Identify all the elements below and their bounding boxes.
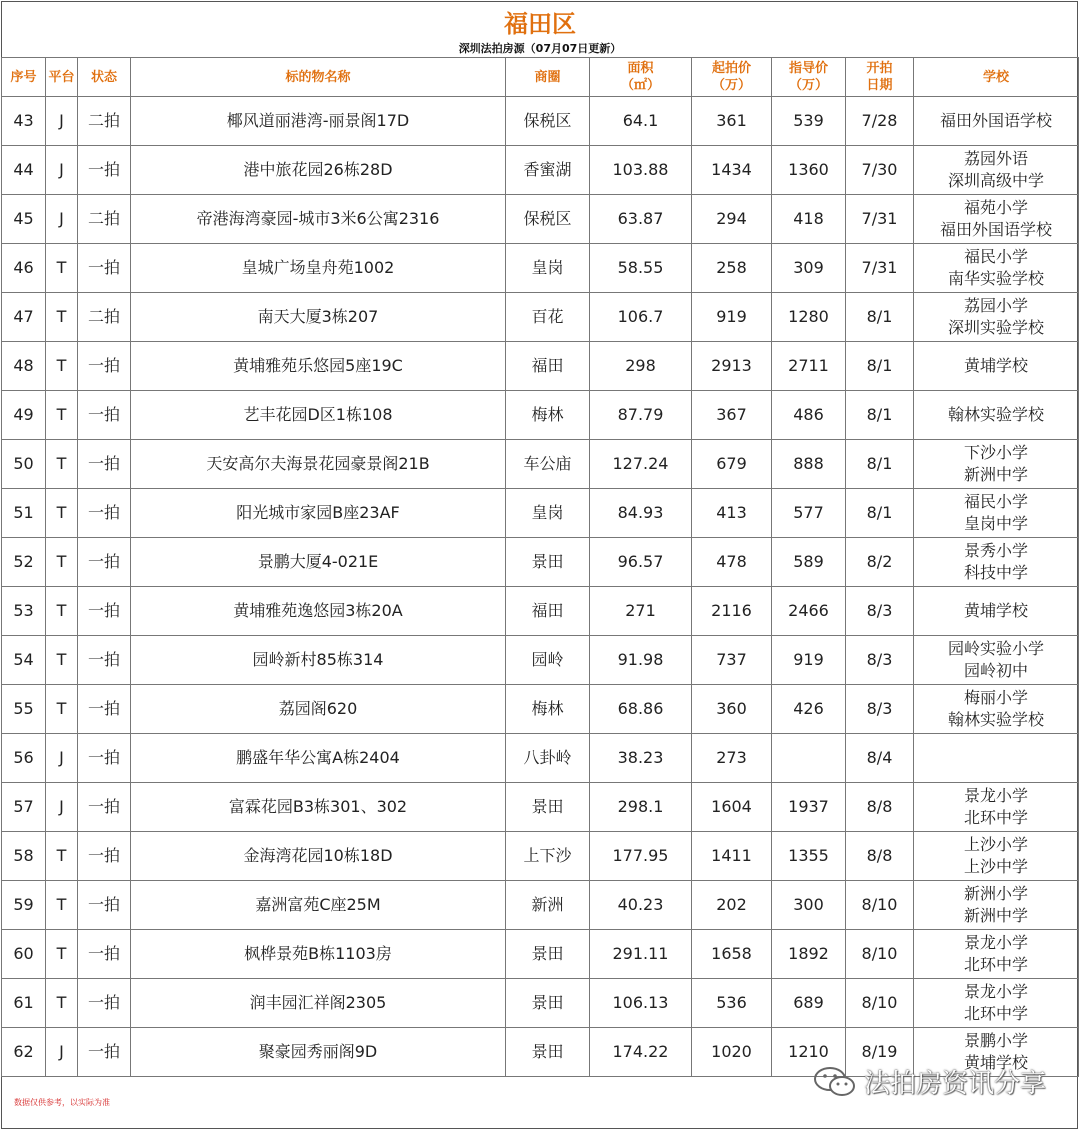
- cell-seq: 61: [2, 979, 46, 1028]
- table-row: [2, 930, 1079, 979]
- school-line1: 黄埔学校: [963, 601, 1028, 620]
- cell-district: 福田: [506, 342, 590, 391]
- cell-name: 南天大厦3栋207: [131, 293, 506, 342]
- watermark: [812, 1063, 1046, 1100]
- cell-status: 一拍: [78, 391, 131, 440]
- cell-guide-price: 2711: [772, 342, 846, 391]
- cell-school: [914, 979, 1079, 1028]
- cell-start-price: 2116: [692, 587, 772, 636]
- cell-area: 298.1: [590, 783, 692, 832]
- table-row: [2, 979, 1079, 1028]
- header-guide-line1: 指导价: [788, 61, 828, 76]
- cell-guide-price: 1360: [772, 146, 846, 195]
- cell-school: [914, 489, 1079, 538]
- cell-date: 8/1: [846, 293, 914, 342]
- cell-platform: T: [46, 342, 78, 391]
- table-row: [2, 342, 1079, 391]
- page-subtitle: 深圳法拍房源（07月07日更新）: [458, 42, 622, 55]
- school-line2: 上沙中学: [963, 857, 1028, 876]
- cell-school: [914, 783, 1079, 832]
- cell-status: 一拍: [78, 685, 131, 734]
- table-row: [2, 146, 1079, 195]
- cell-seq: 55: [2, 685, 46, 734]
- cell-school: [914, 832, 1079, 881]
- cell-guide-price: [772, 734, 846, 783]
- cell-district: 梅林: [506, 685, 590, 734]
- cell-status: 一拍: [78, 146, 131, 195]
- cell-start-price: 361: [692, 97, 772, 146]
- cell-guide-price: 1355: [772, 832, 846, 881]
- cell-district: 保税区: [506, 97, 590, 146]
- cell-date: 8/10: [846, 979, 914, 1028]
- cell-status: 一拍: [78, 538, 131, 587]
- cell-start-price: 1434: [692, 146, 772, 195]
- cell-school: [914, 636, 1079, 685]
- cell-seq: 51: [2, 489, 46, 538]
- school-line1: 福民小学: [963, 247, 1028, 266]
- cell-guide-price: 539: [772, 97, 846, 146]
- cell-start-price: 360: [692, 685, 772, 734]
- auction-table: [1, 57, 1079, 1077]
- cell-district: 车公庙: [506, 440, 590, 489]
- cell-start-price: 919: [692, 293, 772, 342]
- cell-seq: 62: [2, 1028, 46, 1077]
- cell-name: 枫桦景苑B栋1103房: [131, 930, 506, 979]
- header-date-line1: 开拍: [866, 61, 893, 76]
- cell-guide-price: 689: [772, 979, 846, 1028]
- cell-area: 91.98: [590, 636, 692, 685]
- cell-seq: 53: [2, 587, 46, 636]
- header-start-line2: （万）: [711, 78, 751, 93]
- table-row: [2, 783, 1079, 832]
- cell-date: 8/1: [846, 489, 914, 538]
- cell-start-price: 2913: [692, 342, 772, 391]
- cell-guide-price: 888: [772, 440, 846, 489]
- school-line1: 下沙小学: [963, 443, 1028, 462]
- cell-guide-price: 1210: [772, 1028, 846, 1077]
- school-line2: 深圳高级中学: [947, 171, 1044, 190]
- header-area-line2: （㎡）: [620, 78, 660, 93]
- table-row: [2, 734, 1079, 783]
- cell-guide-price: 486: [772, 391, 846, 440]
- cell-name: 景鹏大厦4-021E: [131, 538, 506, 587]
- cell-school: [914, 538, 1079, 587]
- cell-status: 二拍: [78, 293, 131, 342]
- table-row: [2, 538, 1079, 587]
- cell-district: 梅林: [506, 391, 590, 440]
- school-line1: 上沙小学: [963, 835, 1028, 854]
- cell-seq: 50: [2, 440, 46, 489]
- cell-district: 园岭: [506, 636, 590, 685]
- header-district: 商圈: [506, 58, 590, 97]
- cell-start-price: 258: [692, 244, 772, 293]
- cell-status: 一拍: [78, 930, 131, 979]
- header-seq: 序号: [2, 58, 46, 97]
- watermark-text: 法拍房资讯分享: [863, 1069, 1046, 1099]
- cell-status: 二拍: [78, 97, 131, 146]
- cell-date: 8/19: [846, 1028, 914, 1077]
- cell-platform: T: [46, 881, 78, 930]
- school-line2: 新洲中学: [963, 906, 1028, 925]
- cell-status: 一拍: [78, 489, 131, 538]
- cell-name: 椰风道丽港湾-丽景阁17D: [131, 97, 506, 146]
- cell-seq: 57: [2, 783, 46, 832]
- cell-school: [914, 734, 1079, 783]
- table-row: [2, 195, 1079, 244]
- cell-platform: J: [46, 734, 78, 783]
- cell-name: 阳光城市家园B座23AF: [131, 489, 506, 538]
- cell-start-price: 1658: [692, 930, 772, 979]
- cell-start-price: 737: [692, 636, 772, 685]
- cell-date: 8/8: [846, 783, 914, 832]
- cell-name: 鹏盛年华公寓A栋2404: [131, 734, 506, 783]
- cell-date: 8/10: [846, 881, 914, 930]
- school-line2: 南华实验学校: [947, 269, 1044, 288]
- cell-school: [914, 293, 1079, 342]
- cell-district: 百花: [506, 293, 590, 342]
- cell-area: 174.22: [590, 1028, 692, 1077]
- cell-seq: 59: [2, 881, 46, 930]
- cell-district: 保税区: [506, 195, 590, 244]
- cell-guide-price: 1280: [772, 293, 846, 342]
- cell-area: 177.95: [590, 832, 692, 881]
- cell-status: 一拍: [78, 636, 131, 685]
- cell-platform: J: [46, 146, 78, 195]
- cell-guide-price: 300: [772, 881, 846, 930]
- cell-school: [914, 195, 1079, 244]
- cell-status: 一拍: [78, 832, 131, 881]
- header-date-line2: 日期: [866, 78, 893, 93]
- table-row: [2, 881, 1079, 930]
- cell-date: 8/10: [846, 930, 914, 979]
- cell-start-price: 273: [692, 734, 772, 783]
- cell-district: 福田: [506, 587, 590, 636]
- cell-name: 皇城广场皇舟苑1002: [131, 244, 506, 293]
- school-line1: 景鹏小学: [963, 1031, 1028, 1050]
- cell-name: 荔园阁620: [131, 685, 506, 734]
- table-row: [2, 244, 1079, 293]
- cell-platform: T: [46, 440, 78, 489]
- cell-start-price: 1411: [692, 832, 772, 881]
- school-line1: 梅丽小学: [963, 688, 1028, 707]
- header-start-line1: 起拍价: [711, 61, 751, 76]
- table-row: [2, 832, 1079, 881]
- cell-area: 38.23: [590, 734, 692, 783]
- cell-start-price: 536: [692, 979, 772, 1028]
- cell-date: 7/31: [846, 195, 914, 244]
- cell-status: 一拍: [78, 979, 131, 1028]
- school-line2: 福田外国语学校: [939, 220, 1052, 239]
- cell-guide-price: 919: [772, 636, 846, 685]
- wechat-icon: [812, 1065, 858, 1099]
- cell-area: 291.11: [590, 930, 692, 979]
- school-line1: 翰林实验学校: [947, 405, 1044, 424]
- cell-start-price: 679: [692, 440, 772, 489]
- cell-school: [914, 391, 1079, 440]
- cell-name: 黄埔雅苑乐悠园5座19C: [131, 342, 506, 391]
- cell-district: 上下沙: [506, 832, 590, 881]
- cell-name: 艺丰花园D区1栋108: [131, 391, 506, 440]
- cell-seq: 47: [2, 293, 46, 342]
- cell-start-price: 1604: [692, 783, 772, 832]
- cell-area: 40.23: [590, 881, 692, 930]
- cell-seq: 52: [2, 538, 46, 587]
- cell-platform: T: [46, 832, 78, 881]
- table-row: [2, 587, 1079, 636]
- cell-seq: 43: [2, 97, 46, 146]
- cell-name: 金海湾花园10栋18D: [131, 832, 506, 881]
- header-area: [590, 58, 692, 97]
- cell-school: [914, 685, 1079, 734]
- table-row: [2, 97, 1079, 146]
- cell-platform: J: [46, 97, 78, 146]
- cell-date: 8/3: [846, 636, 914, 685]
- cell-platform: T: [46, 489, 78, 538]
- cell-status: 一拍: [78, 587, 131, 636]
- cell-district: 皇岗: [506, 244, 590, 293]
- cell-seq: 49: [2, 391, 46, 440]
- cell-area: 106.7: [590, 293, 692, 342]
- school-line2: 北环中学: [963, 955, 1028, 974]
- cell-name: 园岭新村85栋314: [131, 636, 506, 685]
- cell-seq: 45: [2, 195, 46, 244]
- cell-platform: J: [46, 195, 78, 244]
- cell-date: 8/1: [846, 342, 914, 391]
- cell-seq: 46: [2, 244, 46, 293]
- cell-name: 黄埔雅苑逸悠园3栋20A: [131, 587, 506, 636]
- school-line1: 荔园外语: [963, 149, 1028, 168]
- cell-seq: 44: [2, 146, 46, 195]
- school-line2: 黄埔学校: [963, 1053, 1028, 1072]
- cell-start-price: 294: [692, 195, 772, 244]
- cell-guide-price: 589: [772, 538, 846, 587]
- cell-date: 8/8: [846, 832, 914, 881]
- cell-area: 84.93: [590, 489, 692, 538]
- header-name: 标的物名称: [131, 58, 506, 97]
- cell-district: 景田: [506, 783, 590, 832]
- cell-district: 景田: [506, 1028, 590, 1077]
- cell-start-price: 413: [692, 489, 772, 538]
- cell-school: [914, 440, 1079, 489]
- school-line2: 新洲中学: [963, 465, 1028, 484]
- school-line1: 黄埔学校: [963, 356, 1028, 375]
- cell-date: 8/1: [846, 440, 914, 489]
- school-line1: 景秀小学: [963, 541, 1028, 560]
- cell-platform: T: [46, 930, 78, 979]
- cell-platform: T: [46, 587, 78, 636]
- cell-platform: T: [46, 979, 78, 1028]
- table-body: [2, 97, 1079, 1077]
- cell-district: 景田: [506, 979, 590, 1028]
- cell-start-price: 367: [692, 391, 772, 440]
- cell-name: 富霖花园B3栋301、302: [131, 783, 506, 832]
- cell-district: 新洲: [506, 881, 590, 930]
- cell-school: [914, 881, 1079, 930]
- cell-school: [914, 146, 1079, 195]
- cell-date: 7/28: [846, 97, 914, 146]
- footer-disclaimer: 数据仅供参考，以实际为准: [14, 1098, 110, 1107]
- cell-date: 8/3: [846, 587, 914, 636]
- cell-date: 7/31: [846, 244, 914, 293]
- school-line1: 景龙小学: [963, 786, 1028, 805]
- page-title: 福田区: [504, 10, 576, 38]
- cell-guide-price: 309: [772, 244, 846, 293]
- cell-guide-price: 426: [772, 685, 846, 734]
- cell-platform: T: [46, 636, 78, 685]
- cell-seq: 48: [2, 342, 46, 391]
- header-start-price: [692, 58, 772, 97]
- cell-status: 一拍: [78, 244, 131, 293]
- cell-start-price: 1020: [692, 1028, 772, 1077]
- cell-guide-price: 2466: [772, 587, 846, 636]
- table-row: [2, 685, 1079, 734]
- school-line2: 园岭初中: [963, 661, 1028, 680]
- cell-platform: T: [46, 293, 78, 342]
- cell-area: 68.86: [590, 685, 692, 734]
- cell-school: [914, 97, 1079, 146]
- cell-date: 8/4: [846, 734, 914, 783]
- cell-area: 127.24: [590, 440, 692, 489]
- school-line1: 福民小学: [963, 492, 1028, 511]
- cell-name: 聚豪园秀丽阁9D: [131, 1028, 506, 1077]
- header-guide-price: [772, 58, 846, 97]
- cell-seq: 58: [2, 832, 46, 881]
- cell-school: [914, 342, 1079, 391]
- cell-platform: T: [46, 391, 78, 440]
- cell-status: 一拍: [78, 881, 131, 930]
- cell-seq: 54: [2, 636, 46, 685]
- cell-area: 87.79: [590, 391, 692, 440]
- cell-guide-price: 418: [772, 195, 846, 244]
- header-platform: 平台: [46, 58, 78, 97]
- header-status: 状态: [78, 58, 131, 97]
- cell-seq: 60: [2, 930, 46, 979]
- cell-date: 8/2: [846, 538, 914, 587]
- cell-area: 63.87: [590, 195, 692, 244]
- cell-school: [914, 587, 1079, 636]
- school-line2: 翰林实验学校: [947, 710, 1044, 729]
- cell-name: 润丰园汇祥阁2305: [131, 979, 506, 1028]
- school-line2: 皇岗中学: [963, 514, 1028, 533]
- cell-district: 皇岗: [506, 489, 590, 538]
- header-date: [846, 58, 914, 97]
- table-row: [2, 440, 1079, 489]
- cell-status: 一拍: [78, 440, 131, 489]
- cell-district: 景田: [506, 930, 590, 979]
- school-line1: 新洲小学: [963, 884, 1028, 903]
- cell-date: 8/1: [846, 391, 914, 440]
- cell-start-price: 478: [692, 538, 772, 587]
- table-header-row: [2, 58, 1079, 97]
- cell-status: 一拍: [78, 1028, 131, 1077]
- cell-date: 8/3: [846, 685, 914, 734]
- cell-school: [914, 930, 1079, 979]
- cell-status: 一拍: [78, 342, 131, 391]
- cell-area: 64.1: [590, 97, 692, 146]
- cell-guide-price: 1892: [772, 930, 846, 979]
- table-row: [2, 489, 1079, 538]
- cell-district: 景田: [506, 538, 590, 587]
- cell-status: 二拍: [78, 195, 131, 244]
- cell-district: 香蜜湖: [506, 146, 590, 195]
- cell-status: 一拍: [78, 783, 131, 832]
- cell-status: 一拍: [78, 734, 131, 783]
- header-area-line1: 面积: [627, 61, 654, 76]
- cell-platform: T: [46, 538, 78, 587]
- school-line2: 科技中学: [963, 563, 1028, 582]
- cell-name: 天安高尔夫海景花园豪景阁21B: [131, 440, 506, 489]
- cell-platform: T: [46, 685, 78, 734]
- school-line1: 福田外国语学校: [939, 111, 1052, 130]
- school-line1: 福苑小学: [963, 198, 1028, 217]
- header-school: 学校: [914, 58, 1079, 97]
- cell-name: 港中旅花园26栋28D: [131, 146, 506, 195]
- cell-name: 嘉洲富苑C座25M: [131, 881, 506, 930]
- cell-area: 58.55: [590, 244, 692, 293]
- school-line2: 北环中学: [963, 808, 1028, 827]
- table-row: [2, 293, 1079, 342]
- cell-guide-price: 577: [772, 489, 846, 538]
- cell-seq: 56: [2, 734, 46, 783]
- cell-start-price: 202: [692, 881, 772, 930]
- cell-date: 7/30: [846, 146, 914, 195]
- table-row: [2, 636, 1079, 685]
- cell-area: 271: [590, 587, 692, 636]
- school-line2: 北环中学: [963, 1004, 1028, 1023]
- school-line1: 景龙小学: [963, 982, 1028, 1001]
- header-guide-line2: （万）: [788, 78, 828, 93]
- school-line1: 荔园小学: [963, 296, 1028, 315]
- school-line2: 深圳实验学校: [947, 318, 1044, 337]
- cell-area: 106.13: [590, 979, 692, 1028]
- school-line1: 园岭实验小学: [947, 639, 1044, 658]
- cell-platform: T: [46, 244, 78, 293]
- cell-name: 帝港海湾豪园-城市3米6公寓2316: [131, 195, 506, 244]
- school-line1: 景龙小学: [963, 933, 1028, 952]
- cell-area: 96.57: [590, 538, 692, 587]
- cell-area: 103.88: [590, 146, 692, 195]
- cell-area: 298: [590, 342, 692, 391]
- cell-school: [914, 244, 1079, 293]
- table-row: [2, 391, 1079, 440]
- cell-platform: J: [46, 783, 78, 832]
- cell-guide-price: 1937: [772, 783, 846, 832]
- cell-platform: J: [46, 1028, 78, 1077]
- cell-district: 八卦岭: [506, 734, 590, 783]
